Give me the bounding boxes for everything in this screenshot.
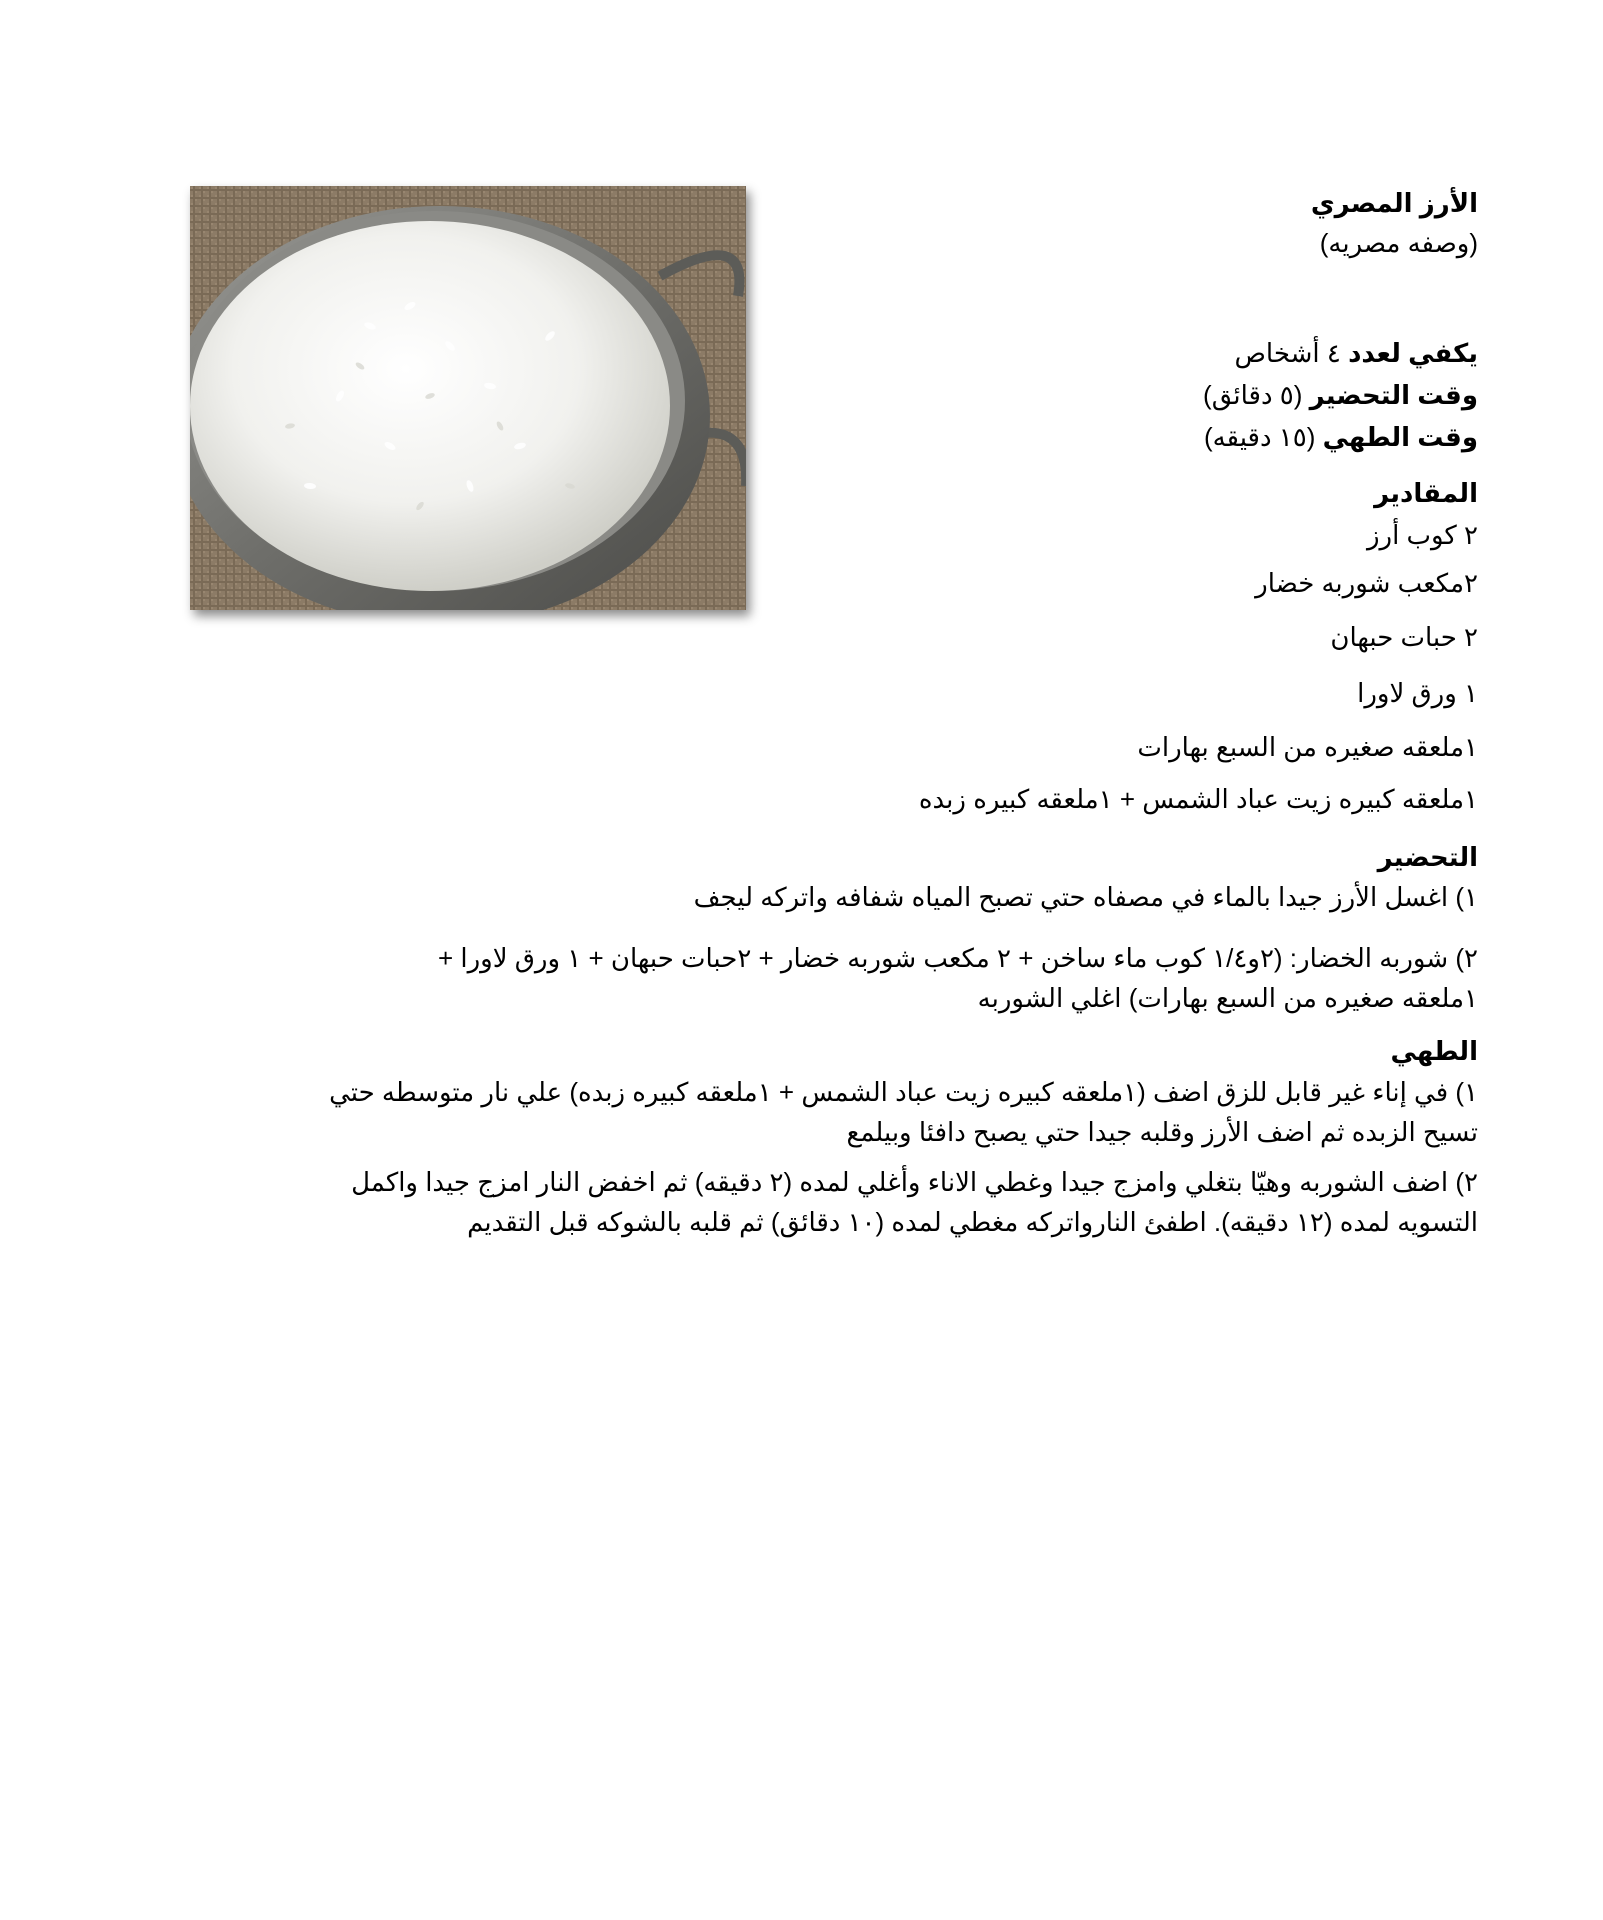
cook-time-line — [1204, 420, 1478, 455]
serves-value: ٤ أشخاص — [1234, 338, 1349, 368]
recipe-subtitle: (وصفه مصريه) — [1319, 228, 1478, 258]
rice-bowl-image — [190, 186, 746, 610]
preparation-step-2-line-1: ٢) شوربه الخضار: (٢و١/٤ كوب ماء ساخن + ٢ مكعب شوربه خضار + ٢حبات حبهان + ١ ورق لاورا + — [437, 943, 1478, 973]
serves-label: يكفي لعدد — [1348, 338, 1478, 368]
prep-time-line — [1203, 378, 1478, 413]
ingredient-item: ١ ورق لاورا — [1357, 678, 1478, 708]
preparation-heading: التحضير — [1377, 842, 1478, 872]
cooking-heading: الطهي — [1390, 1036, 1478, 1066]
cooking-step-2-line-2: التسويه لمده (١٢ دقيقه). اطفئ النارواتركه مغطي لمده (١٠ دقائق) ثم قلبه بالشوكه قبل التقديم — [467, 1207, 1478, 1237]
ingredient-item: ٢مكعب شوربه خضار — [1255, 568, 1478, 598]
ingredient-item: ١ملعقه صغيره من السبع بهارات — [1137, 732, 1478, 762]
ingredient-item: ٢ حبات حبهان — [1330, 622, 1478, 652]
preparation-step-1: ١) اغسل الأرز جيدا بالماء في مصفاه حتي تصبح المياه شفافه واتركه ليجف — [693, 882, 1478, 912]
cook-time-label: وقت الطهي — [1322, 422, 1478, 452]
ingredient-item: ٢ كوب أرز — [1366, 520, 1478, 550]
cooking-step-1-line-2: تسيح الزبده ثم اضف الأرز وقلبه جيدا حتي يصبح دافئا وبيلمع — [846, 1117, 1478, 1147]
ingredients-heading: المقادير — [1374, 478, 1478, 508]
ingredient-item: ١ملعقه كبيره زيت عباد الشمس + ١ملعقه كبيره زبده — [918, 784, 1478, 814]
serves-line — [1234, 336, 1478, 371]
cooking-step-2-line-1: ٢) اضف الشوربه وهيّا بتغلي وامزج جيدا وغطي الاناء وأغلي لمده (٢ دقيقه) ثم اخفض النار امزج جيدا واكمل — [351, 1167, 1478, 1197]
recipe-title: الأرز المصري — [1310, 188, 1478, 218]
cooking-step-2 — [198, 1162, 1478, 1242]
prep-time-value: (٥ دقائق) — [1203, 380, 1310, 410]
cooking-step-1-line-1: ١) في إناء غير قابل للزق اضف (١ملعقه كبيره زيت عباد الشمس + ١ملعقه كبيره زبده) علي نار متوسطه حتي — [329, 1077, 1478, 1107]
prep-time-label: وقت التحضير — [1309, 380, 1478, 410]
preparation-step-2 — [198, 938, 1478, 1018]
cook-time-value: (١٥ دقيقه) — [1203, 422, 1323, 452]
rice-bowl-photo — [190, 186, 746, 610]
preparation-step-2-line-2: ١ملعقه صغيره من السبع بهارات) اغلي الشوربه — [977, 983, 1478, 1013]
cooking-step-1 — [198, 1072, 1478, 1152]
